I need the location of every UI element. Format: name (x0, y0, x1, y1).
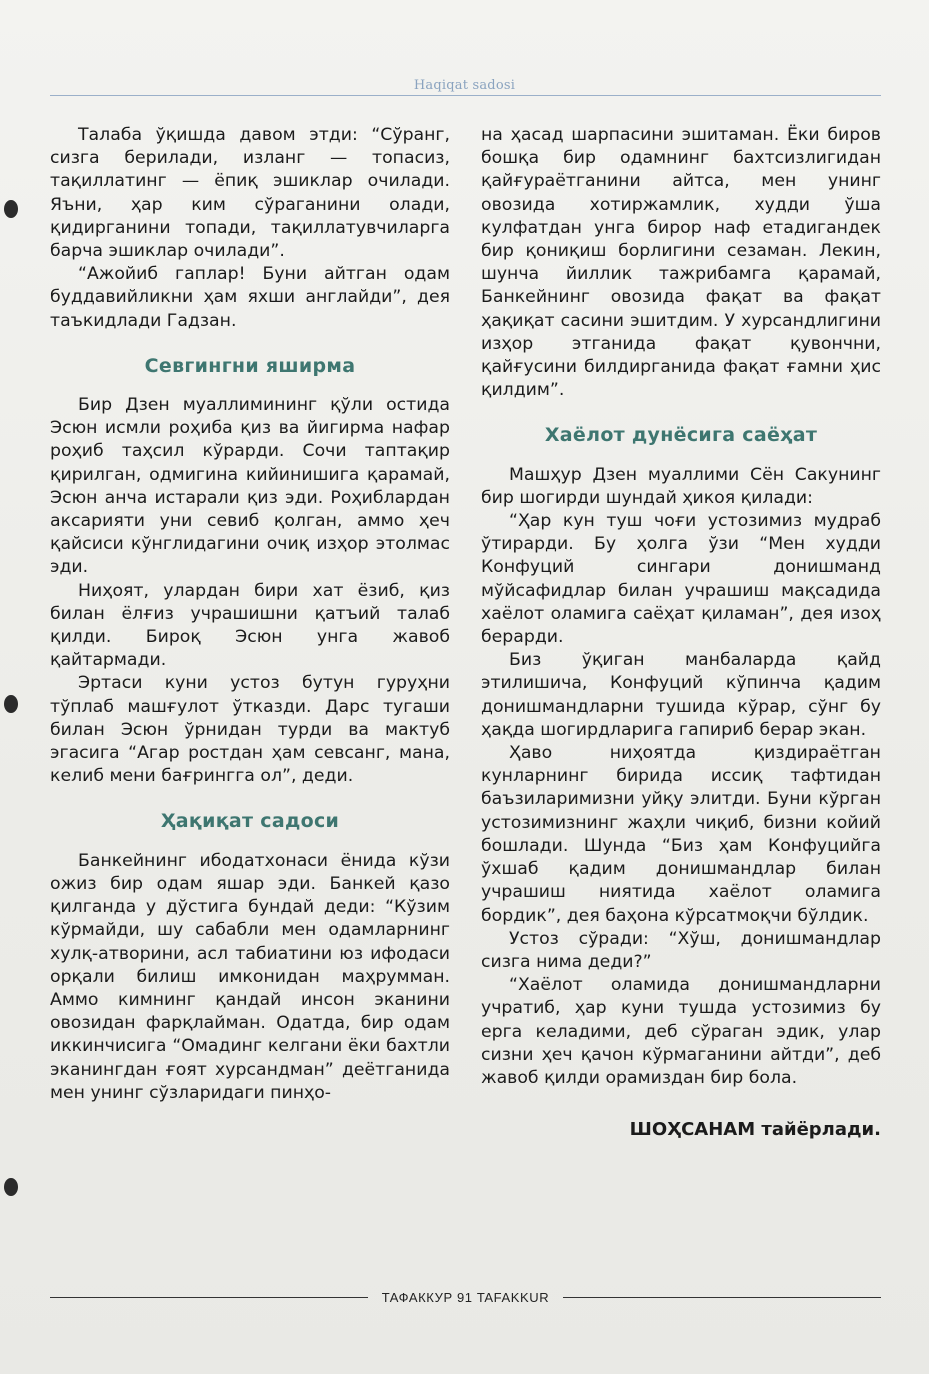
paragraph: “Ажойиб гаплар! Буни айтган одам буддавийликни ҳам яхши англайди”, дея таъкидлади Гадзан. (50, 264, 450, 331)
header-rule (50, 95, 881, 96)
binder-hole-bottom (4, 1178, 18, 1196)
paragraph: “Ҳар кун туш чоғи устозимиз мудраб ўтирарди. Бу ҳолга ўзи “Мен худди Конфуций сингари донишманд мўйсафидлар билан учрашиш мақсадида хаёлот оламига саёҳат қиламан”, дея изоҳ берарди. (481, 511, 881, 648)
binder-hole-middle (4, 695, 18, 713)
paragraph: Ҳаво ниҳоятда қиздираётган кунларнинг бирида иссиқ тафтидан баъзиларимизни уйқу элитди. Буни кўрган устозимизнинг жаҳли чиқиб, бизни койий бошлади. Шунда “Биз ҳам Конфуцийга ўхшаб қадим донишмандлар билан учрашиш ниятида хаёлот оламига бордик”, дея баҳона кўрсатмоқчи бўлдик. (481, 743, 881, 926)
paragraph: на ҳасад шарпасини эшитаман. Ёки биров бошқа бир одамнинг бахтсизлигидан қайғураётганини айтса, мен унинг овозида хотиржамлик, худди ўша кулфатдан унга бирор наф етадигандек бир қониқиш борлигини сезаман. Лекин, шунча йиллик тажрибамга қарамай, Банкейнинг овозида фақат ва фақат ҳақиқат сасини эшитдим. У хурсандлигини изҳор этганида фақат қувончни, қайғусини билдирганида фақат ғамни ҳис қилдим”. (481, 125, 881, 401)
page-folio: ТАФАККУР 91 TAFAKKUR (381, 1289, 550, 1305)
binder-hole-top (4, 200, 18, 218)
section-heading: Севгингни яширма (144, 354, 356, 377)
paragraph: Машҳур Дзен муаллими Сён Сакунинг бир шогирди шундай ҳикоя қилади: (481, 464, 881, 508)
paragraph: Талаба ўқишда давом этди: “Сўранг, сизга берилади, изланг — топасиз, тақиллатинг — ёпиқ эшиклар очилади. Яъни, ҳар ким сўраганини олади, қидирганини топади, тақиллатувчиларга барча эшиклар очилади”. (50, 125, 450, 262)
page-footer (50, 1287, 881, 1307)
footer-rule-left (50, 1297, 368, 1298)
paragraph: Банкейнинг ибодатхонаси ёнида кўзи ожиз бир одам яшар эди. Банкей қазо қилганда у дўстига бундай деди: “Кўзим кўрмайди, шу сабабли мен одамларнинг хулқ-атворини, асл табиатини юз ифодаси орқали билиш имконидан маҳрумман. Аммо кимнинг қандай инсон эканини овозидан фарқлайман. Одатда, бир одам иккинчисига “Омадинг келгани ёки бахтли эканингдан ғоят хурсандман” деётганида мен унинг сўзларидаги пинҳо- (50, 850, 450, 1103)
section-heading: Хаёлот дунёсига саёҳат (544, 424, 818, 447)
paragraph: Устоз сўради: “Хўш, донишмандлар сизга нима деди?” (481, 928, 881, 972)
footer-rule-right (563, 1297, 881, 1298)
paragraph: Бир Дзен муаллимининг қўли остида Эсюн исмли роҳиба қиз ва йигирма нафар роҳиб таҳсил кўрарди. Сочи таптақир қирилган, одмигина кийинишига қарамай, Эсюн анча истарали қиз эди. Роҳиблардан аксарияти уни севиб қолган, аммо ҳеч қайсиси кўнглидагини очиқ изҳор этолмас эди. (50, 395, 450, 578)
running-head: Haqiqat sadosi (413, 78, 516, 93)
right-column (481, 124, 881, 1141)
paragraph: Эртаси куни устоз бутун гуруҳни тўплаб машғулот ўтказди. Дарс тугаши билан Эсюн ўрнидан турди ва мактуб эгасига “Агар ростдан ҳам севсанг, мана, келиб мени бағрингга ол”, деди. (50, 673, 450, 787)
paragraph: Биз ўқиган манбаларда қайд этилишича, Конфуций кўпинча қадим донишмандларни тушида кўрар, сўнг бу ҳақда шогирдларига гапириб берар экан. (481, 650, 881, 740)
section-heading: Ҳақиқат садоси (160, 810, 340, 833)
author-signature: ШОҲСАНАМ тайёрлади. (629, 1119, 881, 1141)
paragraph: Ниҳоят, улардан бири хат ёзиб, қиз билан ёлғиз учрашишни қатъий талаб қилди. Бироқ Эсюн унга жавоб қайтармади. (50, 580, 450, 671)
left-column (50, 124, 450, 1105)
paragraph: “Хаёлот оламида донишмандларни учратиб, ҳар куни тушда устозимиз бу ерга келадими, деб сўраган эдик, улар сизни ҳеч қачон кўрмаганини айтди”, деб жавоб қилди орамиздан бир бола. (481, 975, 881, 1088)
